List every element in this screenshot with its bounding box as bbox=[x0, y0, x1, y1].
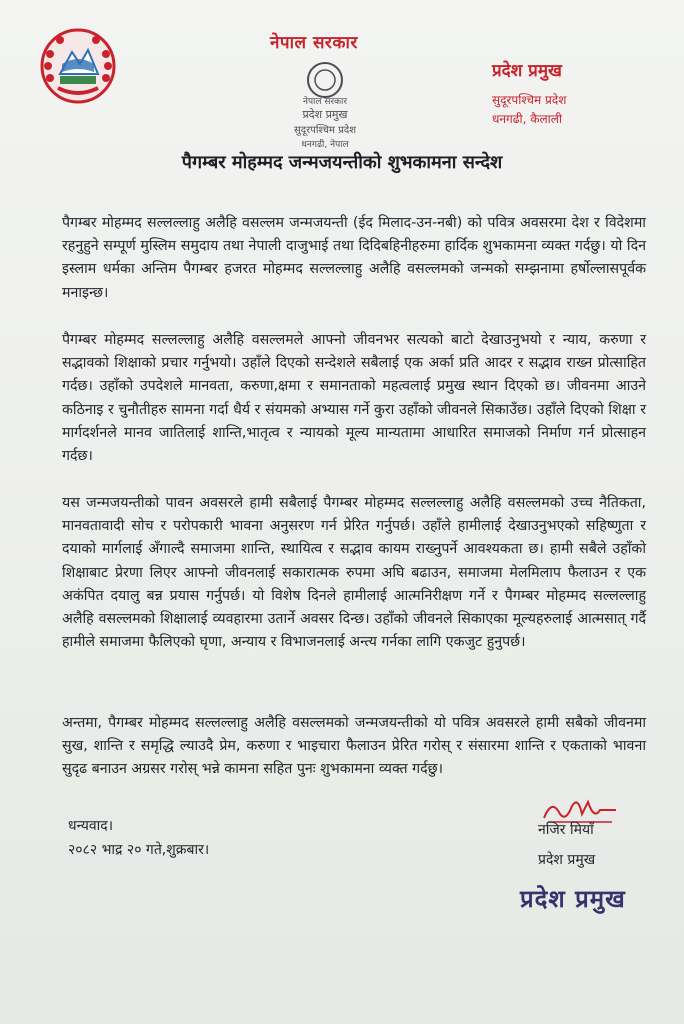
letter-subject: पैगम्बर मोहम्मद जन्मजयन्तीको शुभकामना सन्देश bbox=[181, 152, 503, 173]
office-seal-icon bbox=[270, 58, 380, 154]
office-name: प्रदेश प्रमुख bbox=[492, 61, 562, 81]
province-name: सुदूरपश्चिम प्रदेश bbox=[492, 93, 567, 107]
closing-thanks: धन्यवाद। bbox=[68, 818, 114, 834]
body-paragraph-2: पैगम्बर मोहम्मद सल्लल्लाहु अलैहि वसल्लमले आफ्नो जीवनभर सत्यको बाटो देखाउनुभयो र न्याय, करुणा र सद्भावको शिक्षाको प्रचार गर्नुभयो। उहाँले दिएको सन्देशले सबैलाई एक अर्का प्रति आदर र सद्भाव राख्न प्रोत्साहित गर्दछ। उहाँको उपदेशले मानवता, करुणा,क्षमा र समानताको महत्वलाई प्रमुख स्थान दिएको छ। जीवनमा आउने कठिनाइ र चुनौतीहरु सामना गर्दा धैर्य र संयमको अभ्यास गर्ने कुरा उहाँको जीवनले सिकाउँछ। उहाँले दिएको शिक्षा र मार्गदर्शनले मानव जातिलाई शान्ति,भातृत्व र न्यायको मूल्य मान्यतामा आधारित समाजको निर्माण गर्न प्रोत्साहन गर्दछ। bbox=[62, 332, 646, 465]
body-paragraph-4: अन्तमा, पैगम्बर मोहम्मद सल्लल्लाहु अलैहि वसल्लमको जन्मजयन्तीको यो पवित्र अवसरले हामी सबैको जीवनमा सुख, शान्ति र समृद्धि ल्याउदै प्रेम, करुणा र भाइचारा फैलाउन प्रेरित गरोस् र संसारमा शान्ति र एकताको भावना सुदृढ बनाउन अग्रसर गरोस् भन्ने कामना सहित पुनः शुभकामना व्यक्त गर्दछु। bbox=[62, 715, 646, 778]
signer-title: प्रदेश प्रमुख bbox=[538, 852, 596, 868]
seal-line-2: प्रदेश प्रमुख bbox=[302, 108, 348, 121]
seal-line-4: धनगढी, नेपाल bbox=[301, 140, 349, 150]
seal-line-3: सुदूरपश्चिम प्रदेश bbox=[294, 125, 356, 136]
signer-name: नजिर मियाँ bbox=[538, 822, 594, 838]
body-paragraph-1: पैगम्बर मोहम्मद सल्लल्लाहु अलैहि वसल्लम जन्मजयन्ती (ईद मिलाद-उन-नबी) को पवित्र अवसरमा देश र विदेशमा रहनुहुने सम्पूर्ण मुस्लिम समुदाय तथा नेपाली दाजुभाई तथा दिदिबहिनीहरुमा हार्दिक शुभकामना व्यक्त गर्दछु। यो दिन इस्लाम धर्मका अन्तिम पैगम्बर हजरत मोहम्मद सल्लल्लाहु अलैहि वसल्लमको जन्मको सम्झनामा हर्षोल्लासपूर्वक मनाइन्छ। bbox=[62, 215, 646, 301]
office-stamp: प्रदेश प्रमुख bbox=[520, 885, 626, 913]
office-block bbox=[492, 58, 566, 127]
office-location: धनगढी, कैलाली bbox=[492, 112, 562, 126]
body-paragraph-3: यस जन्मजयन्तीको पावन अवसरले हामी सबैलाई पैगम्बर मोहम्मद सल्लल्लाहु अलैहि वसल्लमको उच्च नैतिकता, मानवतावादी सोच र परोपकारी भावना अनुसरण गर्न प्रेरित गर्नुपर्छ। उहाँले हामीलाई देखाउनुभएको सहिष्णुता र दयाको मार्गलाई अँगाल्दै समाजमा शान्ति, स्थायित्व र सद्भाव कायम राख्नुपर्ने आवश्यकता छ। हामी सबैले उहाँको शिक्षाबाट प्रेरणा लिएर आफ्नो जीवनलाई सकारात्मक रुपमा अघि बढाउन, समाजमा मेलमिलाप फैलाउन र एक अकंपित दयालु बन्न प्रयास गर्नुपर्छ। यो विशेष दिनले हामीलाई आत्मनिरीक्षण गर्ने र पैगम्बर मोहम्मद सल्लल्लाहु अलैहि वसल्लमको शिक्षालाई व्यवहारमा उतार्ने अवसर दिन्छ। उहाँको जीवनले सिकाएका मूल्यहरुलाई आत्मसात् गर्दै हामीले समाजमा फैलिएको घृणा, अन्याय र विभाजनलाई अन्त्य गर्नका लागि एकजुट हुनुपर्छ। bbox=[62, 495, 646, 651]
seal-line-1: नेपाल सरकार bbox=[302, 97, 348, 107]
government-title: नेपाल सरकार bbox=[270, 33, 358, 53]
nepal-emblem-icon bbox=[38, 26, 118, 106]
letter-date: २०८२ भाद्र २० गते,शुक्रबार। bbox=[68, 842, 210, 858]
